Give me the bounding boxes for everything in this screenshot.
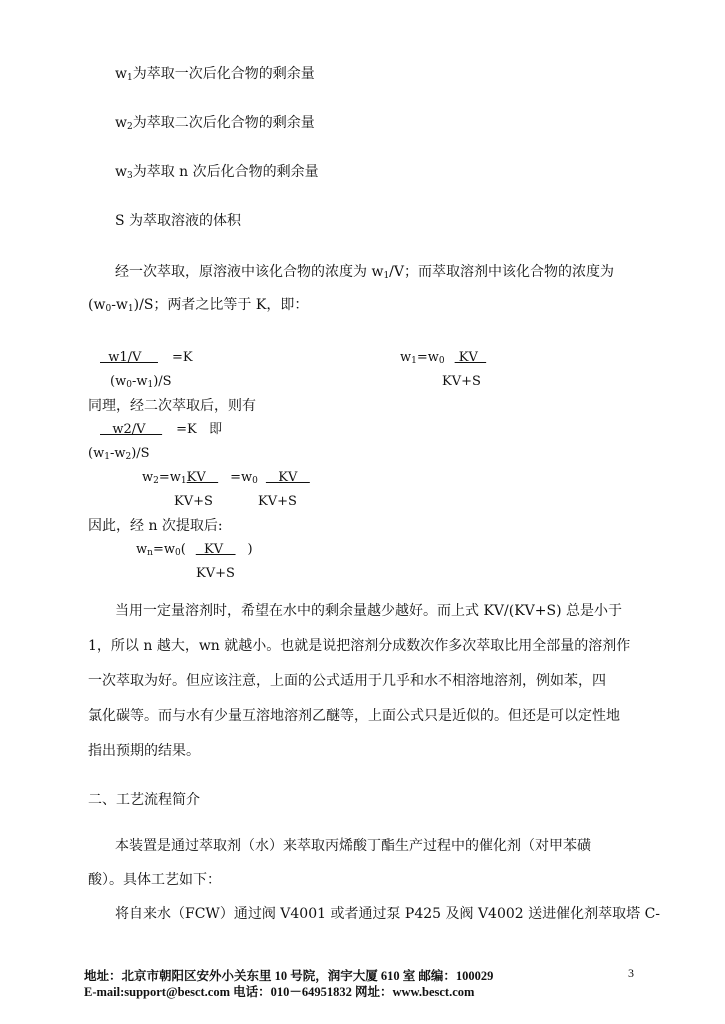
- paragraph2-line: 一次萃取为好。但应该注意，上面的公式适用于几乎和水不相溶地溶剂，例如苯，四: [88, 673, 606, 689]
- paragraph1-line1: 经一次萃取，原溶液中该化合物的浓度为 $w_1/V$；而萃取溶剂中该化合物的浓度为: [115, 264, 614, 281]
- eq2-formula: $w_2=w_1KV =w_0$ KV: [142, 470, 310, 486]
- paragraph2-line: 当用一定量溶剂时，希望在水中的剩余量越少越好。而上式 KV/(KV+S) 总是小于: [115, 603, 622, 619]
- eq1-numerator: w1/V =K: [100, 350, 193, 365]
- eq2-numerator: w2/V =K 即: [100, 422, 223, 437]
- section-heading: 二、工艺流程简介: [88, 792, 200, 808]
- eq2-frac2-denominator: KV+S: [258, 494, 297, 509]
- paragraph3-line: 本装置是通过萃取剂（水）来萃取丙烯酸丁酯生产过程中的催化剂（对甲苯磺: [115, 838, 591, 854]
- second-extraction-intro: 同理，经二次萃取后，则有: [88, 398, 256, 414]
- eq2-denominator: $(w_1-w_2)/S$: [88, 446, 150, 462]
- n-extraction-denominator: KV+S: [196, 566, 235, 581]
- eq2-frac1-denominator: KV+S: [174, 494, 213, 509]
- n-extraction-formula: $w_n=w_0$( KV ): [136, 542, 253, 558]
- paragraph2-line: 1，所以 n 越大，wn 就越小。也就是说把溶剂分成数次作多次萃取比用全部量的溶剂作: [88, 638, 631, 654]
- definition-w2: $w_2$为萃取二次后化合物的剩余量: [115, 115, 315, 132]
- paragraph4-line: 将自来水（FCW）通过阀 V4001 或者通过泵 P425 及阀 V4002 送进催化剂萃取塔 C-: [115, 906, 661, 922]
- n-extraction-intro: 因此，经 n 次提取后:: [88, 518, 223, 534]
- eq1-rhs-denominator: KV+S: [442, 374, 481, 389]
- footer-contact: E-mail:support@besct.com 电话：010－64951832 网址：www.besct.com: [84, 985, 475, 999]
- definition-w1: $w_1$为萃取一次后化合物的剩余量: [115, 66, 315, 83]
- paragraph2-line: 氯化碳等。而与水有少量互溶地溶剂乙醚等，上面公式只是近似的。但还是可以定性地: [88, 708, 620, 724]
- paragraph2-line: 指出预期的结果。: [88, 743, 200, 759]
- footer-address: 地址：北京市朝阳区安外小关东里 10 号院，润宇大厦 610 室 邮编：100029: [84, 969, 494, 983]
- eq1-rhs: $w_1=w_0$ KV: [400, 350, 487, 366]
- page-number: 3: [628, 966, 634, 980]
- paragraph1-line2: $(w_0-w_1)/S$；两者之比等于 K，即：: [88, 297, 309, 314]
- paragraph3-line: 酸）。具体工艺如下：: [88, 872, 221, 888]
- definition-w3: $w_3$为萃取 n 次后化合物的剩余量: [115, 164, 319, 181]
- eq1-denominator: $(w_0-w_1)/S$: [110, 374, 172, 390]
- definition-s: S 为萃取溶液的体积: [115, 213, 242, 229]
